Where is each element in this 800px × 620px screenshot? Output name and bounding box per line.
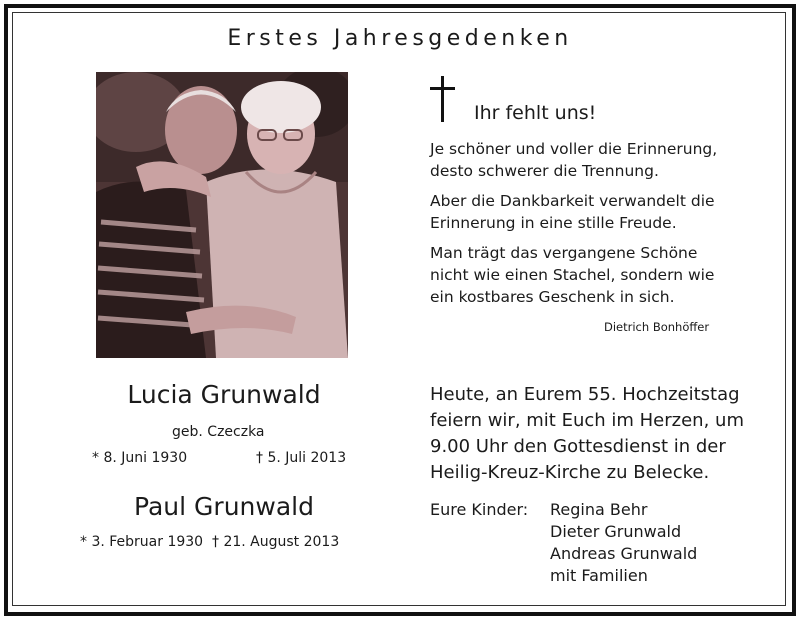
person-name-paul: Paul Grunwald [134, 492, 314, 521]
poem-line: desto schwerer die Trennung. [430, 162, 659, 180]
poem-author: Dietrich Bonhöffer [604, 320, 710, 334]
service-notice-line: feiern wir, mit Euch im Herzen, um [430, 410, 744, 431]
couple-photo-image [96, 72, 348, 358]
service-notice-line: Heilig-Kreuz-Kirche zu Belecke. [430, 462, 710, 483]
service-notice-line: Heute, an Eurem 55. Hochzeitstag [430, 384, 740, 405]
motto-text: Ihr fehlt uns! [474, 102, 597, 124]
service-notice-line: 9.00 Uhr den Gottesdienst in der [430, 436, 726, 457]
life-dates-paul: * 3. Februar 1930 † 21. August 2013 [80, 534, 340, 550]
announcement-heading: Erstes Jahresgedenken [227, 26, 573, 51]
poem-line: Je schöner und voller die Erinnerung, [430, 140, 718, 158]
death-date-lucia: † 5. Juli 2013 [256, 450, 347, 466]
poem-line: nicht wie einen Stachel, sondern wie [430, 266, 715, 284]
cross-icon [428, 76, 458, 124]
poem-line: ein kostbares Geschenk in sich. [430, 288, 675, 306]
child-name: Andreas Grunwald [550, 544, 698, 563]
poem-line: Man trägt das vergangene Schöne [430, 244, 698, 262]
poem-line: Aber die Dankbarkeit verwandelt die [430, 192, 715, 210]
child-name: Dieter Grunwald [550, 522, 682, 541]
couple-photo [96, 72, 348, 358]
maiden-name: geb. Czeczka [172, 424, 265, 440]
poem-line: Erinnerung in eine stille Freude. [430, 214, 677, 232]
birth-date-lucia: * 8. Juni 1930 [92, 450, 188, 466]
child-name: Regina Behr [550, 500, 648, 519]
person-name-lucia: Lucia Grunwald [127, 380, 321, 409]
family-note: mit Familien [550, 566, 648, 585]
children-label: Eure Kinder: [430, 500, 529, 519]
